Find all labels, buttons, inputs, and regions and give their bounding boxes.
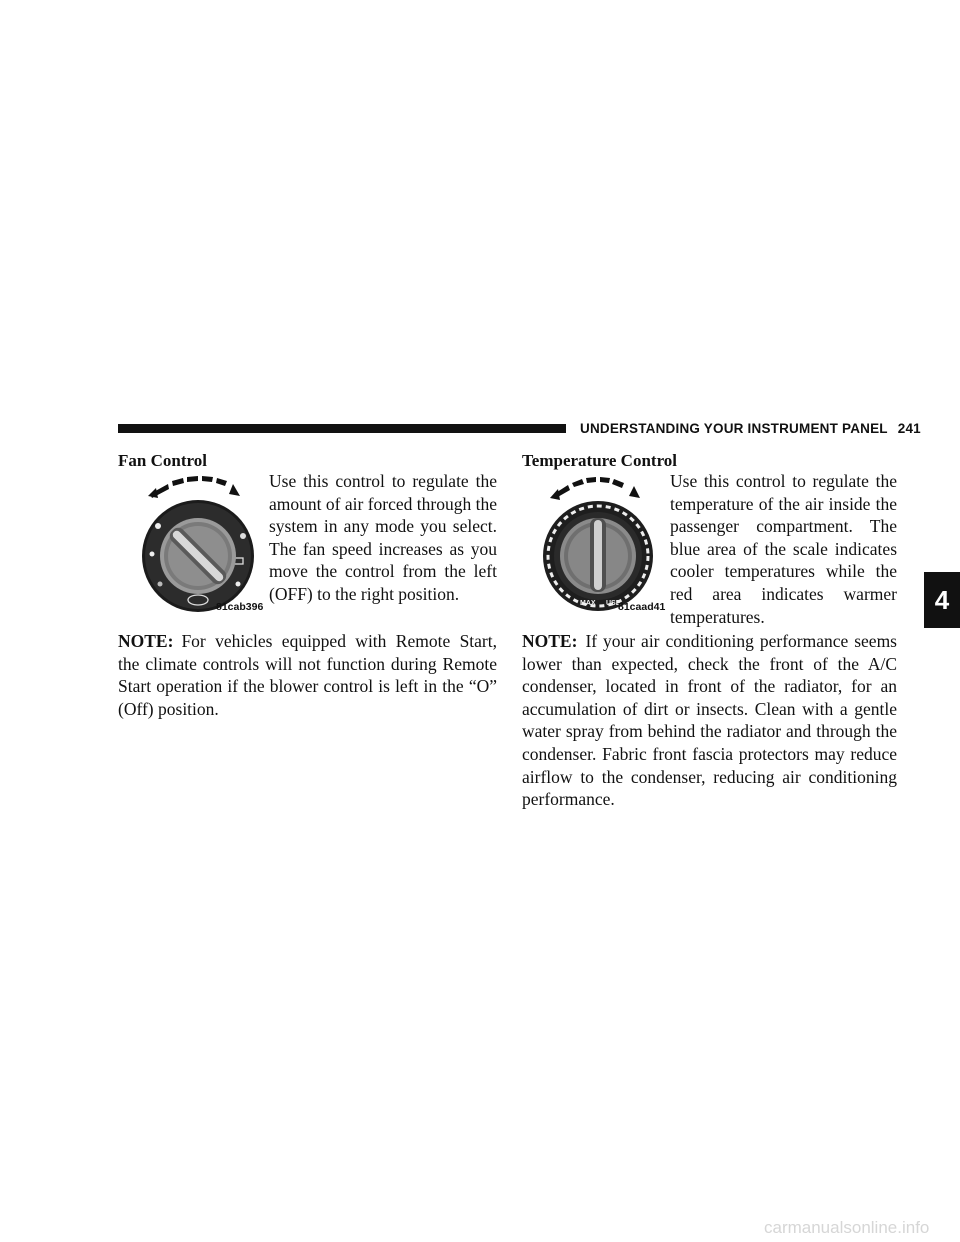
temperature-control-knob-icon xyxy=(530,474,668,612)
chapter-tab: 4 xyxy=(924,572,960,628)
fan-control-note xyxy=(118,630,497,720)
temperature-control-body: Use this control to regulate the temperature of the air inside the passenger compartment. The blue area of the scale indicates cooler temperatures while the red area indicates warmer temperatures. xyxy=(670,471,897,627)
page-number: 241 xyxy=(897,421,921,436)
temperature-control-title: Temperature Control xyxy=(522,451,678,470)
knob-use-label: USE xyxy=(606,600,621,607)
note-label: NOTE: xyxy=(118,631,174,651)
header-rule xyxy=(118,424,566,433)
header-title: UNDERSTANDING YOUR INSTRUMENT PANEL xyxy=(580,421,888,436)
knob-max-label: MAX xyxy=(580,600,596,607)
fan-control-title: Fan Control xyxy=(118,451,207,470)
running-header xyxy=(580,421,921,436)
fan-image-caption: 81cab396 xyxy=(216,601,264,613)
fan-control-knob-icon xyxy=(128,474,268,614)
note-label: NOTE: xyxy=(522,631,578,651)
temperature-control-note xyxy=(522,630,897,811)
fan-control-body: Use this control to regulate the amount of air forced through the system in any mode you select. The fan speed increases as you move the control from the left (OFF) to the right position. xyxy=(269,471,497,604)
note-text: For vehicles equipped with Remote Start, the climate controls will not function during Remote Start operation if the blower control is left in the “O” (Off) position. xyxy=(118,631,497,719)
temperature-image-caption: 81caad41 xyxy=(618,601,666,613)
note-text: If your air conditioning performance seems lower than expected, check the front of the A/C condenser, located in front of the radiator, for an accumulation of dirt or insects. Clean with a gentle water spray from behind the radiator and through the condenser. Fabric front fascia protectors may reduce airflow to the condenser, reducing air conditioning performance. xyxy=(522,631,897,810)
footer-watermark: carmanualsonline.info xyxy=(764,1218,930,1237)
